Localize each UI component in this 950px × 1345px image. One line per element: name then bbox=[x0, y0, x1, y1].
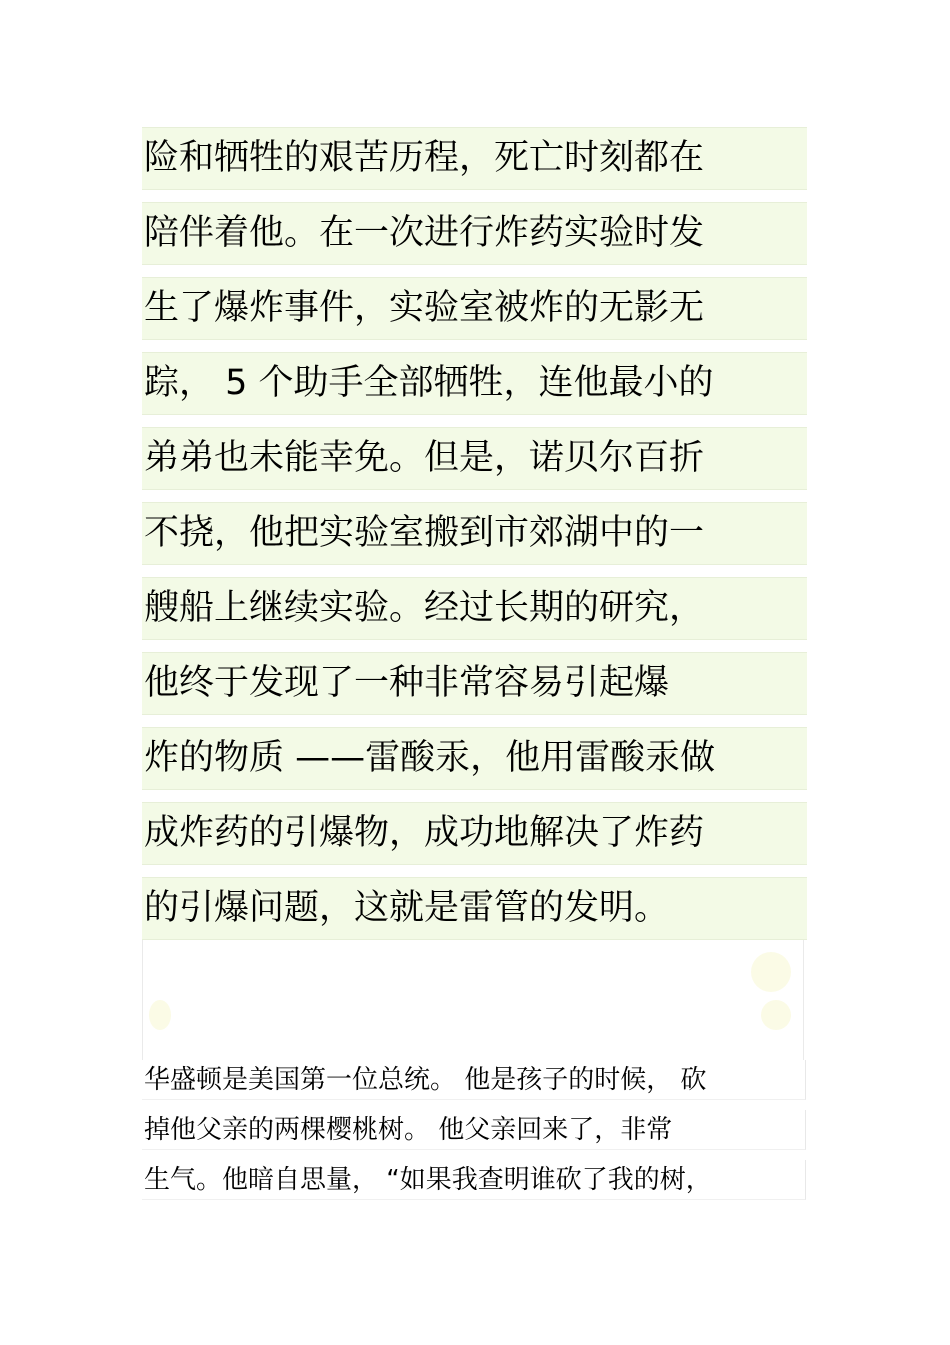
decorative-glow bbox=[761, 1000, 791, 1030]
text-line: 生气。他暗自思量， “如果我查明谁砍了我的树， bbox=[142, 1160, 806, 1200]
text-line: 险和牺牲的艰苦历程，死亡时刻都在 bbox=[142, 127, 807, 190]
text-line: 艘船上继续实验。经过长期的研究， bbox=[142, 577, 807, 640]
text-line: 不挠，他把实验室搬到市郊湖中的一 bbox=[142, 502, 807, 565]
text-line: 成炸药的引爆物，成功地解决了炸药 bbox=[142, 802, 807, 865]
text-line: 他终于发现了一种非常容易引起爆 bbox=[142, 652, 807, 715]
paragraph-washington bbox=[142, 1060, 806, 1210]
text-line: 陪伴着他。在一次进行炸药实验时发 bbox=[142, 202, 807, 265]
text-line: 弟弟也未能幸免。但是，诺贝尔百折 bbox=[142, 427, 807, 490]
text-line: 生了爆炸事件，实验室被炸的无影无 bbox=[142, 277, 807, 340]
text-line: 炸的物质 ——雷酸汞，他用雷酸汞做 bbox=[142, 727, 807, 790]
decorative-glow bbox=[751, 952, 791, 992]
text-line: 的引爆问题，这就是雷管的发明。 bbox=[142, 877, 807, 940]
text-line: 掉他父亲的两棵樱桃树。 他父亲回来了，非常 bbox=[142, 1110, 806, 1150]
text-line: 华盛顿是美国第一位总统。 他是孩子的时候， 砍 bbox=[142, 1060, 806, 1100]
blank-region bbox=[142, 940, 804, 1060]
text-line: 踪， 5 个助手全部牺牲，连他最小的 bbox=[142, 352, 807, 415]
decorative-glow bbox=[149, 1000, 171, 1030]
paragraph-nobel bbox=[142, 127, 807, 952]
